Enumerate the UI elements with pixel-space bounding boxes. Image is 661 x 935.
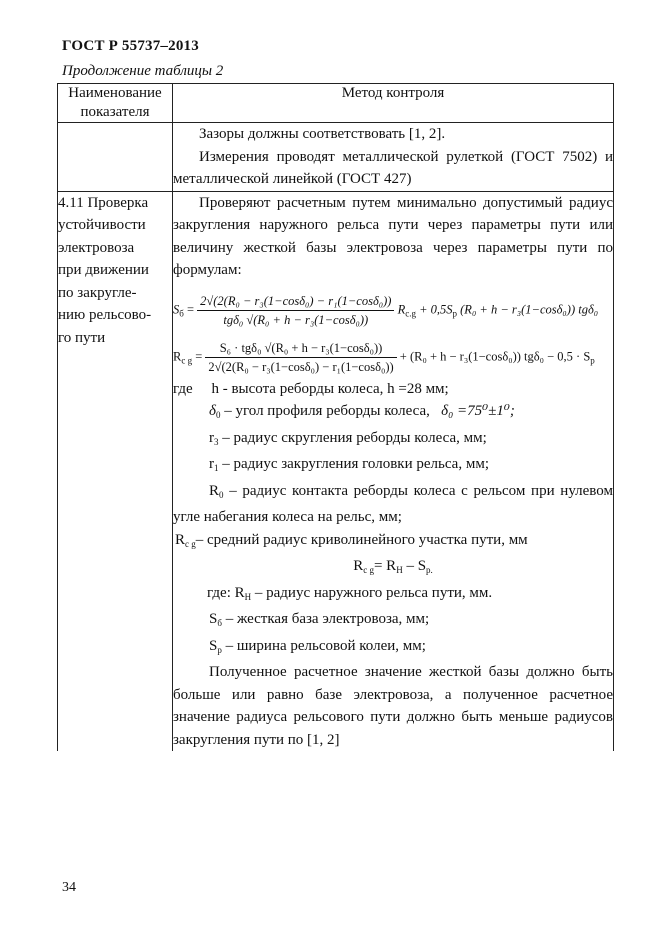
gap-requirement-text: Зазоры должны соответствовать [1, 2]. [199, 126, 446, 142]
method-cell-continued [173, 123, 614, 192]
indicator-line: по закругле- [58, 284, 137, 301]
def-h: где h - высота реборды колеса, h =28 мм; [173, 380, 449, 397]
formula-rigid-base: $S_б$ = $\frac{\text{2√(2(R₀ − r₃(1−cosδ₀) − r₁(1−cosδ₀))}}{\text{tgδ₀ √(R₀ + h − r₃(1−cosδ₀))}}$ $R_{c.g} + 0,5S_р$ (R₀ + h − r₃(1−cosδ₀)) tgδ₀ [173, 293, 599, 327]
table-row-continued [58, 123, 614, 192]
page-number: 34 [62, 880, 76, 895]
indicator-cell-4-11 [58, 191, 173, 751]
standard-code: ГОСТ Р 55737–2013 [62, 38, 199, 54]
method-intro: Проверяют расчетным путем минимально допустимый радиус закругления наружного рельса пути через параметры пути или величину жесткой базы электровоза через параметры пути по формулам: [173, 194, 613, 278]
def-r1: $r_1$ – радиус закругления головки рельса, мм; [209, 456, 489, 473]
table-row-4-11 [58, 191, 614, 751]
def-rn: где: $R_Н$ – радиус наружного рельса пути, мм. [207, 584, 493, 602]
method-cell-4-11 [173, 191, 614, 751]
formula-1-fraction: $\frac{\text{2√(2(R₀ − r₃(1−cosδ₀) − r₁(1−cosδ₀))}}{\text{tgδ₀ √(R₀ + h − r₃(1−cosδ₀))}}$ [197, 292, 394, 329]
def-sb: $S_б$ – жесткая база электровоза, мм; [209, 611, 430, 628]
def-r3: $r_3$ – радиус скругления реборды колеса, мм; [209, 429, 487, 447]
conclusion-text: Полученное расчетное значение жесткой базы должно быть больше или равно базе электровоза, а полученное расчетное значение радиуса рельсового пути должно быть меньше радиусов закругления пути по [1, 2] [173, 664, 613, 748]
measurement-text: Измерения проводят металлической рулеткой (ГОСТ 7502) и металлической линейкой (ГОСТ 427) [173, 148, 613, 187]
formula-track-radius: $R_{c g}$ = $\frac{\text{S₆ · tgδ₀ √(R₀ + h − r₃(1−cosδ₀))}}{\text{2√(2(R₀ − r₃(1−cosδ₀) − r₁(1−cosδ₀))}}$ + (R₀ + h − r₃(1−cosδ₀)) $tg\delta_0 - 0,5 \cdot S_р$ [173, 340, 595, 374]
table-header-row [58, 84, 614, 123]
col-header-indicator: Наименование показателя [58, 84, 173, 123]
indicator-line: нию рельсово- [58, 307, 152, 323]
indicator-line: 4.11 Проверка [58, 194, 149, 211]
indicator-line: электровоза [58, 239, 135, 256]
empty-indicator-cell [58, 123, 173, 192]
eq-rcg: $R_{c g}= R_Н - S_{р.}$ [353, 558, 433, 575]
def-r0: $R_0$ – радиус контакта реборды колеса с рельсом при нулевом угле набегания колеса на рельс, мм; [173, 482, 613, 525]
indicator-line: устойчивости [58, 217, 146, 233]
table-caption: Продолжение таблицы 2 [62, 63, 224, 79]
def-rcg: $R_{c g}-$ средний радиус криволинейного участка пути, мм [175, 531, 528, 549]
def-delta: $\delta_0$ – угол профиля реборды колеса, δ₀ =75⁰±1⁰; [209, 403, 515, 420]
formula-2-fraction: $\frac{\text{S₆ · tgδ₀ √(R₀ + h − r₃(1−cosδ₀))}}{\text{2√(2(R₀ − r₃(1−cosδ₀) − r₁(1−cosδ₀))}}$ [205, 339, 396, 376]
col-header-method: Метод контроля [173, 84, 614, 123]
indicator-line: го пути [58, 329, 106, 346]
indicator-line: при движении [58, 262, 149, 278]
control-methods-table [57, 83, 614, 751]
def-sp: $S_р$ – ширина рельсовой колеи, мм; [209, 637, 426, 655]
